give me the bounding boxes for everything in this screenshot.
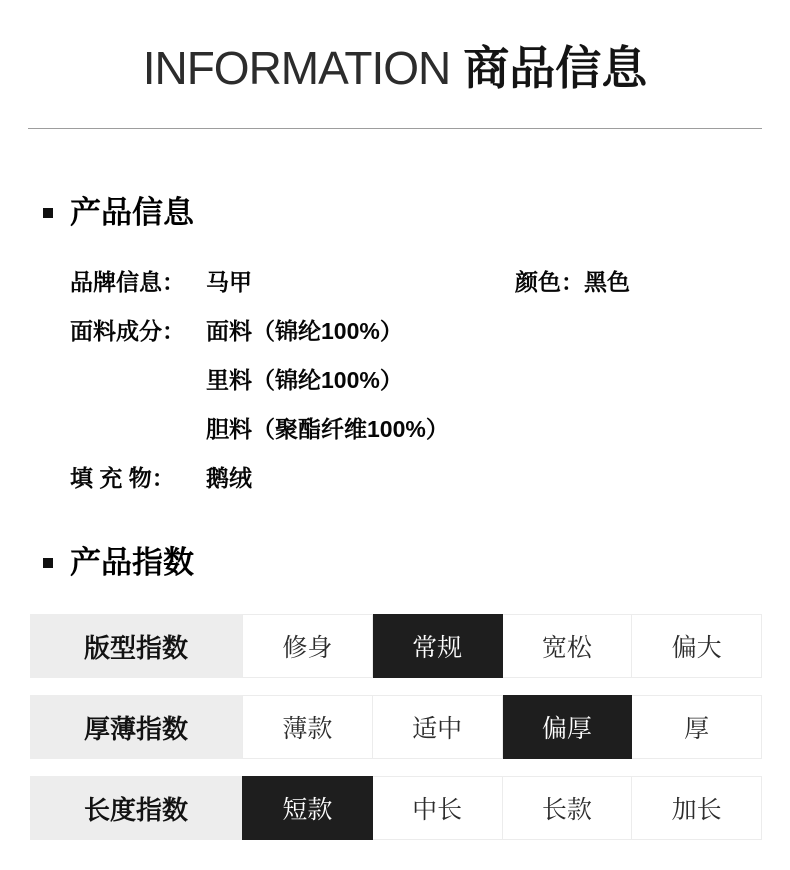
- title-divider: [28, 128, 762, 129]
- square-bullet-icon: [43, 558, 53, 568]
- index-option-cell: 厚: [632, 695, 762, 759]
- index-option-cell: 偏厚: [503, 695, 633, 759]
- fabric-line-3: [70, 403, 790, 452]
- section-title: 产品信息: [70, 195, 194, 230]
- index-option-cell: 薄款: [242, 695, 373, 759]
- brand-value: 马甲: [206, 268, 252, 295]
- filling-line: [70, 452, 790, 501]
- index-option-cell: 偏大: [632, 614, 762, 678]
- fabric-value-interlining: 胆料（聚酯纤维100%）: [206, 415, 449, 442]
- index-label-cell: 长度指数: [30, 776, 242, 840]
- fabric-value-lining: 里料（锦纶100%）: [206, 366, 403, 393]
- section-product-index-header: [43, 544, 790, 580]
- color-value: 黑色: [584, 268, 630, 295]
- index-option-cell: 加长: [632, 776, 762, 840]
- section-title: 产品指数: [70, 544, 194, 580]
- fabric-line-2: [70, 354, 790, 403]
- page-title-chinese: 商品信息: [463, 42, 648, 94]
- fabric-label: 面料成分：: [70, 317, 185, 344]
- product-index-table: [30, 614, 762, 840]
- index-option-cell: 宽松: [503, 614, 633, 678]
- index-label-cell: 厚薄指数: [30, 695, 242, 759]
- color-label: 颜色：: [515, 268, 584, 295]
- fabric-value-shell: 面料（锦纶100%）: [206, 317, 403, 344]
- index-option-cell: 常规: [373, 614, 503, 678]
- filling-label: 填 充 物：: [70, 464, 175, 491]
- brand-line: [70, 256, 790, 305]
- page-title-english: INFORMATION: [142, 42, 451, 94]
- fabric-line-1: [70, 305, 790, 354]
- square-bullet-icon: [43, 208, 53, 218]
- page-title: [0, 0, 790, 98]
- brand-label: 品牌信息：: [70, 268, 185, 295]
- index-option-cell: 短款: [242, 776, 373, 840]
- index-option-cell: 修身: [242, 614, 373, 678]
- color-group: [515, 264, 630, 297]
- index-label-cell: 版型指数: [30, 614, 242, 678]
- index-option-cell: 中长: [373, 776, 503, 840]
- section-product-info-header: [43, 197, 790, 230]
- filling-value: 鹅绒: [206, 464, 252, 491]
- product-info-block: [70, 256, 790, 501]
- index-option-cell: 适中: [373, 695, 503, 759]
- index-row: [30, 776, 762, 840]
- index-option-cell: 长款: [503, 776, 633, 840]
- index-row: [30, 614, 762, 678]
- index-row: [30, 695, 762, 759]
